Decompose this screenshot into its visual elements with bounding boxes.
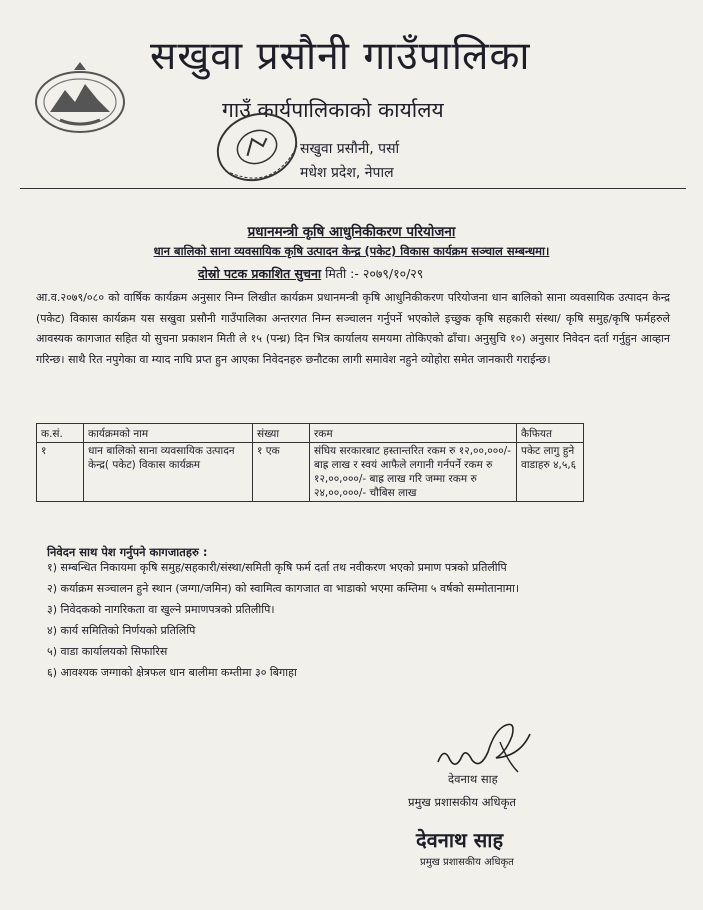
cell-name: धान बालिको साना व्यवसायिक उत्पादन केन्द्र( पकेट) विकास कार्यक्रम bbox=[84, 443, 253, 502]
list-item: १) सम्बन्धित निकायमा कृषि समुह/सहकारी/संस्था/समिती कृषि फर्म दर्ता तथ नवीकरण भएको प्रमाण पत्रको प्रतिलीपि bbox=[47, 561, 507, 574]
notice-date: मिती :- २०७९/१०/२९ bbox=[325, 266, 424, 281]
notice-title: दोस्रो पटक प्रकाशित सुचना bbox=[198, 266, 322, 281]
name-stamp: देवनाथ साह bbox=[416, 828, 504, 852]
header-divider bbox=[20, 188, 686, 189]
notice-heading bbox=[198, 265, 423, 282]
header-remarks: कैफियत bbox=[517, 424, 584, 443]
municipality-title: सखुवा प्रसौनी गाउँपालिका bbox=[150, 34, 531, 79]
list-item: २) कर्याक्रम सञ्चालन हुने स्थान (जग्गा/जमिन) को स्वामित्व कागजात वा भाडाको भएमा कम्तिमा ५ वर्षको सम्मोतानामा। bbox=[47, 582, 520, 595]
table-row bbox=[37, 443, 584, 502]
body-paragraph: आ.व.२०७९/०८० को वार्षिक कार्यक्रम अनुसार निम्न लिखीत कार्यक्रम प्रधानमन्त्री कृषि आधुनिकीकरण परियोजना धान बालिको साना व्यवसायिक उत्पादन केन्द्र (पकेट) विकास कार्यक्रम यस सखुवा प्रसौनी गाउँपालिका अन्तरगत निम्न सञ्चालन गर्नुपर्ने भएकोले इच्छुक कृषि सहकारी संस्था/ कृषि समुह/कृषि फर्महरुले आवस्यक कागजात सहित यो सुचना प्रकाशन मिती ले १५ (पन्ध्र) दिन भित्र कार्यालय समयमा तोकिएको ढाँचा। अनुसुचि १०) अनुसार निवेदन दर्ता गर्नुहुन आव्हान गरिन्छ। साथै रित नपुगेका वा म्याद नाघि प्रप्त हुन आएका निवेदनहरु छनौटका लागी समावेश नहुने व्योहोरा समेत जानकारी गराईन्छ। bbox=[36, 291, 670, 366]
cell-count: १ एक bbox=[253, 443, 310, 502]
cell-sn: १ bbox=[37, 443, 84, 502]
cell-remarks: पकेट लागु हुने वाडाहरु ४,५,६ bbox=[517, 443, 584, 502]
cell-amount: संघिय सरकारबाट हस्तान्तरित रकम रु १२,००,०००/- बाह्र लाख र स्वयं आफैले लगानी गर्नपर्ने रकम रु १२,००,०००/- बाह्र लाख गरि जम्मा रकम रु २४,००,०००/- चौबिस लाख bbox=[310, 443, 517, 502]
address-line-2: मधेश प्रदेश, नेपाल bbox=[300, 165, 394, 181]
role-stamp: प्रमुख प्रशासकीय अधिकृत bbox=[420, 857, 514, 868]
signatory-name: देवनाथ साह bbox=[448, 772, 498, 786]
list-item: ३) निवेदकको नागरिकता वा खुल्ने प्रमाणपत्रको प्रतिलीपि। bbox=[47, 603, 275, 616]
documents-heading: निवेदन साथ पेश गर्नुपने कागजातहरु : bbox=[47, 545, 208, 559]
list-item: ४) कार्य समितिको निर्णयको प्रतिलिपि bbox=[47, 624, 196, 637]
list-item: ५) वाडा कार्यालयको सिफारिस bbox=[47, 645, 168, 658]
address-line-1: सखुवा प्रसौनी, पर्सा bbox=[300, 141, 400, 157]
signatory-role: प्रमुख प्रशासकीय अधिकृत bbox=[408, 795, 516, 809]
program-heading: प्रधानमन्त्री कृषि आधुनिकीकरण परियोजना bbox=[247, 224, 456, 240]
header-count: संख्या bbox=[253, 424, 310, 443]
office-subtitle: गाउँ कार्यपालिकाको कार्यालय bbox=[222, 98, 444, 122]
header-amount: रकम bbox=[310, 424, 517, 443]
program-table bbox=[36, 423, 584, 502]
documents-list bbox=[47, 557, 667, 683]
table-header-row bbox=[37, 424, 584, 443]
header-sn: क.सं. bbox=[37, 424, 84, 443]
subject-heading: धान बालिको साना व्यवसायिक कृषि उत्पादन केन्द्र (पकेट) विकास कार्यक्रम सञ्चाल सम्बन्धमा। bbox=[153, 244, 550, 258]
government-emblem bbox=[30, 60, 130, 135]
office-stamp bbox=[205, 102, 310, 192]
header-name: कार्यक्रमको नाम bbox=[84, 424, 253, 443]
list-item: ६) आवश्यक जग्गाको क्षेत्रफल धान बालीमा कम्तीमा ३० बिगाहा bbox=[47, 666, 297, 679]
